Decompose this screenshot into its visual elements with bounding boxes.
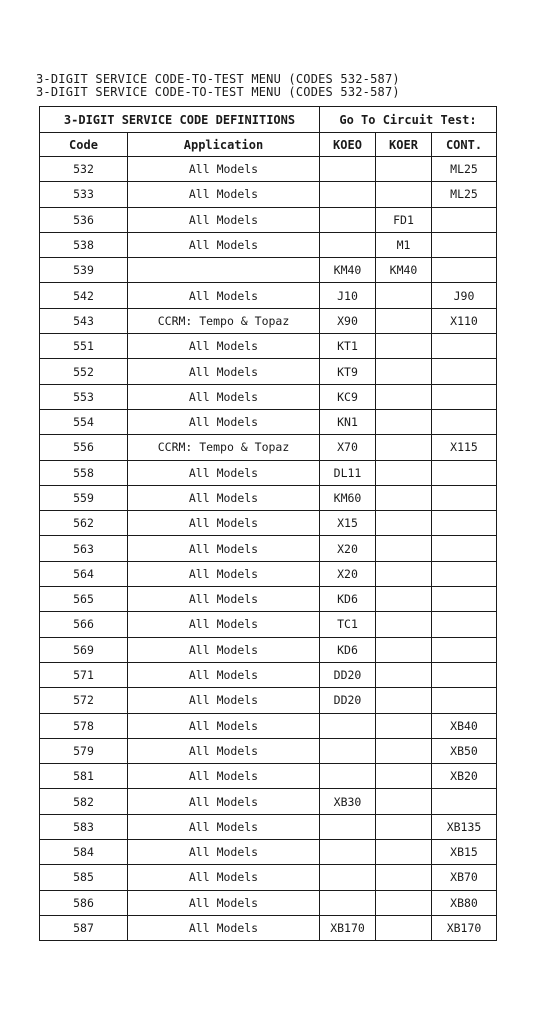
column-header-cont: CONT.	[432, 133, 497, 157]
cell-koeo: DL11	[320, 460, 376, 485]
cell-koeo	[320, 232, 376, 257]
cell-koer	[376, 334, 432, 359]
table-row	[40, 232, 497, 257]
cell-koeo	[320, 207, 376, 232]
cell-application: All Models	[128, 182, 320, 207]
cell-koeo	[320, 764, 376, 789]
cell-code: 569	[40, 637, 128, 662]
cell-koeo: KN1	[320, 409, 376, 434]
table-row	[40, 435, 497, 460]
column-header-koeo: KOEO	[320, 133, 376, 157]
cell-application: All Models	[128, 612, 320, 637]
cell-koer	[376, 662, 432, 687]
cell-cont: XB80	[432, 890, 497, 915]
cell-application: All Models	[128, 460, 320, 485]
cell-koeo: XB170	[320, 915, 376, 940]
cell-koeo	[320, 840, 376, 865]
cell-code: 582	[40, 789, 128, 814]
table-row	[40, 662, 497, 687]
cell-code: 564	[40, 561, 128, 586]
cell-application: All Models	[128, 232, 320, 257]
cell-cont	[432, 561, 497, 586]
cell-koer: KM40	[376, 258, 432, 283]
cell-code: 551	[40, 334, 128, 359]
cell-cont	[432, 511, 497, 536]
cell-cont	[432, 334, 497, 359]
cell-koeo: TC1	[320, 612, 376, 637]
cell-code: 584	[40, 840, 128, 865]
cell-cont	[432, 485, 497, 510]
cell-koeo: KC9	[320, 384, 376, 409]
cell-code: 586	[40, 890, 128, 915]
cell-cont: ML25	[432, 157, 497, 182]
cell-code: 565	[40, 587, 128, 612]
table-row	[40, 308, 497, 333]
cell-cont: XB135	[432, 814, 497, 839]
cell-code: 536	[40, 207, 128, 232]
cell-application: All Models	[128, 384, 320, 409]
cell-cont: XB15	[432, 840, 497, 865]
menu-title-duplicate: 3-DIGIT SERVICE CODE-TO-TEST MENU (CODES 532-587)	[36, 85, 400, 99]
table-row	[40, 283, 497, 308]
cell-koer	[376, 764, 432, 789]
cell-application: CCRM: Tempo & Topaz	[128, 435, 320, 460]
table-row	[40, 890, 497, 915]
cell-code: 562	[40, 511, 128, 536]
cell-application: All Models	[128, 738, 320, 763]
cell-koer	[376, 384, 432, 409]
cell-application: All Models	[128, 688, 320, 713]
table-row	[40, 764, 497, 789]
cell-code: 583	[40, 814, 128, 839]
cell-cont: XB170	[432, 915, 497, 940]
cell-koeo: KT1	[320, 334, 376, 359]
cell-cont: X110	[432, 308, 497, 333]
cell-code: 539	[40, 258, 128, 283]
cell-koer	[376, 789, 432, 814]
cell-koeo: X70	[320, 435, 376, 460]
table-row	[40, 814, 497, 839]
cell-koeo	[320, 738, 376, 763]
cell-code: 563	[40, 536, 128, 561]
cell-application: All Models	[128, 662, 320, 687]
service-code-table	[39, 106, 497, 941]
definitions-group-header: 3-DIGIT SERVICE CODE DEFINITIONS	[40, 107, 320, 133]
table-row	[40, 485, 497, 510]
cell-cont	[432, 232, 497, 257]
cell-code: 579	[40, 738, 128, 763]
cell-code: 571	[40, 662, 128, 687]
cell-koer	[376, 738, 432, 763]
cell-code: 558	[40, 460, 128, 485]
table-row	[40, 915, 497, 940]
menu-title: 3-DIGIT SERVICE CODE-TO-TEST MENU (CODES 532-587)	[36, 72, 400, 86]
table-column-header-row	[40, 133, 497, 157]
table-row	[40, 865, 497, 890]
cell-code: 578	[40, 713, 128, 738]
cell-koeo: XB30	[320, 789, 376, 814]
cell-koeo	[320, 865, 376, 890]
table-row	[40, 384, 497, 409]
cell-cont	[432, 359, 497, 384]
cell-koeo	[320, 182, 376, 207]
cell-koeo: KD6	[320, 637, 376, 662]
table-row	[40, 587, 497, 612]
column-header-koer: KOER	[376, 133, 432, 157]
table-row	[40, 334, 497, 359]
cell-application: All Models	[128, 409, 320, 434]
cell-koeo: X20	[320, 536, 376, 561]
cell-koer	[376, 536, 432, 561]
cell-application: All Models	[128, 536, 320, 561]
cell-application: All Models	[128, 283, 320, 308]
cell-code: 543	[40, 308, 128, 333]
cell-application	[128, 258, 320, 283]
cell-application: All Models	[128, 865, 320, 890]
cell-application: All Models	[128, 587, 320, 612]
cell-application: All Models	[128, 890, 320, 915]
cell-koer	[376, 688, 432, 713]
cell-cont: XB70	[432, 865, 497, 890]
cell-code: 538	[40, 232, 128, 257]
cell-koer	[376, 587, 432, 612]
table-row	[40, 258, 497, 283]
cell-cont	[432, 587, 497, 612]
cell-koer	[376, 840, 432, 865]
cell-application: All Models	[128, 764, 320, 789]
table-row	[40, 536, 497, 561]
cell-koeo: KM40	[320, 258, 376, 283]
cell-koeo: KD6	[320, 587, 376, 612]
cell-koer	[376, 915, 432, 940]
cell-koeo: X20	[320, 561, 376, 586]
cell-koer	[376, 359, 432, 384]
table-row	[40, 359, 497, 384]
cell-code: 553	[40, 384, 128, 409]
cell-koeo	[320, 157, 376, 182]
cell-koeo	[320, 814, 376, 839]
cell-koer	[376, 814, 432, 839]
cell-koer	[376, 511, 432, 536]
cell-code: 585	[40, 865, 128, 890]
cell-koer	[376, 713, 432, 738]
table-group-header-row	[40, 107, 497, 133]
cell-cont: XB40	[432, 713, 497, 738]
table-row	[40, 182, 497, 207]
cell-koer: M1	[376, 232, 432, 257]
cell-koer	[376, 637, 432, 662]
cell-application: CCRM: Tempo & Topaz	[128, 308, 320, 333]
cell-application: All Models	[128, 840, 320, 865]
cell-cont	[432, 258, 497, 283]
cell-application: All Models	[128, 485, 320, 510]
column-header-application: Application	[128, 133, 320, 157]
cell-cont: ML25	[432, 182, 497, 207]
cell-koeo	[320, 890, 376, 915]
cell-cont: XB20	[432, 764, 497, 789]
table-row	[40, 612, 497, 637]
cell-koer	[376, 409, 432, 434]
cell-application: All Models	[128, 789, 320, 814]
cell-koeo: X15	[320, 511, 376, 536]
cell-koeo: KM60	[320, 485, 376, 510]
cell-cont	[432, 662, 497, 687]
cell-code: 559	[40, 485, 128, 510]
cell-koer	[376, 485, 432, 510]
cell-code: 552	[40, 359, 128, 384]
table-row	[40, 511, 497, 536]
cell-code: 554	[40, 409, 128, 434]
cell-cont	[432, 688, 497, 713]
cell-cont: X115	[432, 435, 497, 460]
cell-cont	[432, 460, 497, 485]
cell-cont	[432, 612, 497, 637]
column-header-code: Code	[40, 133, 128, 157]
cell-koer	[376, 157, 432, 182]
cell-code: 572	[40, 688, 128, 713]
cell-cont	[432, 789, 497, 814]
cell-application: All Models	[128, 334, 320, 359]
cell-koer	[376, 890, 432, 915]
cell-koeo: DD20	[320, 688, 376, 713]
cell-application: All Models	[128, 814, 320, 839]
cell-koer	[376, 283, 432, 308]
cell-koer	[376, 308, 432, 333]
cell-application: All Models	[128, 359, 320, 384]
table-row	[40, 207, 497, 232]
table-row	[40, 840, 497, 865]
table-row	[40, 713, 497, 738]
cell-application: All Models	[128, 637, 320, 662]
cell-koeo: KT9	[320, 359, 376, 384]
cell-code: 542	[40, 283, 128, 308]
cell-cont	[432, 384, 497, 409]
cell-cont	[432, 409, 497, 434]
cell-cont	[432, 637, 497, 662]
cell-cont	[432, 207, 497, 232]
cell-code: 587	[40, 915, 128, 940]
table-row	[40, 409, 497, 434]
circuit-test-group-header: Go To Circuit Test:	[320, 107, 497, 133]
cell-code: 566	[40, 612, 128, 637]
table-row	[40, 688, 497, 713]
cell-code: 533	[40, 182, 128, 207]
cell-cont	[432, 536, 497, 561]
table-row	[40, 460, 497, 485]
table-body	[40, 157, 497, 941]
cell-koer	[376, 435, 432, 460]
cell-koer	[376, 612, 432, 637]
cell-code: 556	[40, 435, 128, 460]
cell-koeo: X90	[320, 308, 376, 333]
cell-application: All Models	[128, 713, 320, 738]
cell-cont: XB50	[432, 738, 497, 763]
cell-koer	[376, 460, 432, 485]
cell-koer: FD1	[376, 207, 432, 232]
table-row	[40, 637, 497, 662]
cell-koer	[376, 182, 432, 207]
cell-application: All Models	[128, 561, 320, 586]
table-row	[40, 738, 497, 763]
cell-application: All Models	[128, 157, 320, 182]
cell-application: All Models	[128, 511, 320, 536]
cell-application: All Models	[128, 207, 320, 232]
cell-koeo: J10	[320, 283, 376, 308]
cell-koeo	[320, 713, 376, 738]
table-row	[40, 561, 497, 586]
table-row	[40, 157, 497, 182]
cell-koer	[376, 561, 432, 586]
cell-cont: J90	[432, 283, 497, 308]
table-row	[40, 789, 497, 814]
cell-code: 581	[40, 764, 128, 789]
cell-application: All Models	[128, 915, 320, 940]
cell-koeo: DD20	[320, 662, 376, 687]
cell-koer	[376, 865, 432, 890]
cell-code: 532	[40, 157, 128, 182]
